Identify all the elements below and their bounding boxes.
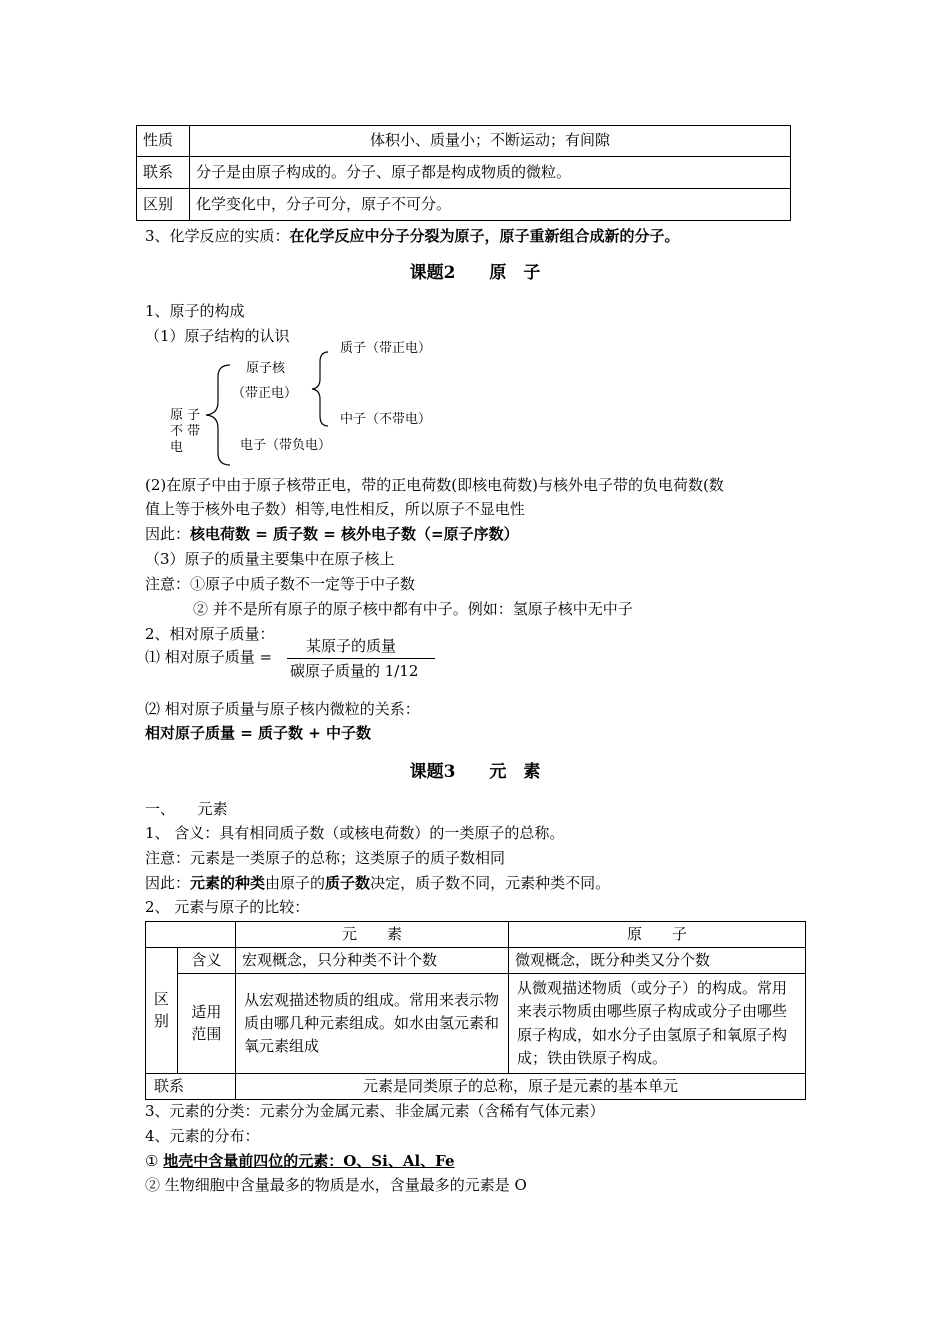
table-row <box>146 1074 806 1100</box>
element-atom-table <box>145 921 806 1100</box>
diagram-nucleus: 原子核 <box>246 361 286 376</box>
table-row <box>146 948 806 974</box>
therefore-c: 由原子的 <box>265 874 326 892</box>
fraction-line <box>287 658 435 659</box>
row-text: 体积小、质量小；不断运动；有间隙 <box>190 126 791 157</box>
meaning-atom: 微观概念，既分种类又分个数 <box>509 948 806 974</box>
atom-note2: ② 并不是所有原子的原子核中都有中子。例如：氢原子核中无中子 <box>193 600 633 618</box>
therefore-b: 元素的种类 <box>190 874 266 892</box>
diagram-root-line1: 原 子 <box>170 408 201 423</box>
element-therefore <box>145 874 610 893</box>
reaction-bold: 在化学反应中分子分裂为原子，原子重新组合成新的分子。 <box>289 227 680 245</box>
row-text: 分子是由原子构成的。分子、原子都是构成物质的微粒。 <box>190 157 791 189</box>
diagram-root-line3: 电 <box>170 440 184 455</box>
reaction-prefix: 3、化学反应的实质： <box>145 227 290 245</box>
atom-h1-1: （1）原子结构的认识 <box>145 327 290 345</box>
meaning-label: 含义 <box>177 948 235 974</box>
header-element: 元 素 <box>236 922 509 948</box>
meaning-element: 宏观概念，只分种类不计个数 <box>236 948 509 974</box>
header-empty <box>146 922 236 948</box>
inner-brace-icon <box>308 350 332 428</box>
therefore-a: 因此： <box>145 874 191 892</box>
scope-element: 从宏观描述物质的组成。常用来表示物质由哪几种元素组成。如水由氢元素和氧元素组成 <box>236 974 509 1074</box>
diagram-neutron: 中子（不带电） <box>340 412 432 427</box>
atom-p2-line1: (2)在原子中由于原子核带正电，带的正电荷数(即核电荷数)与核外电子带的负电荷数(数 <box>145 476 724 494</box>
atom-h2: 2、相对原子质量： <box>145 625 275 643</box>
diagram-nucleus-charge: （带正电） <box>232 386 298 401</box>
element-def: 1、 含义：具有相同质子数（或核电荷数）的一类原子的总称。 <box>145 824 565 842</box>
outer-brace-icon <box>200 362 240 468</box>
relation-text: ⑵ 相对原子质量与原子核内微粒的关系： <box>145 700 420 718</box>
row-label: 区别 <box>137 189 190 221</box>
header-atom: 原 子 <box>509 922 806 948</box>
topic2-title: 课题2 原 子 <box>409 263 541 283</box>
reaction-essence <box>145 227 680 246</box>
dist1-bold: 地壳中含量前四位的元素：O、Si、Al、Fe <box>163 1152 455 1170</box>
table-row <box>137 157 791 189</box>
atom-note1: 注意：①原子中质子数不一定等于中子数 <box>145 575 416 593</box>
diagram-root-line2: 不 带 <box>170 424 201 439</box>
therefore-e: 决定，质子数不同，元素种类不同。 <box>370 874 611 892</box>
element-h4: 4、元素的分布： <box>145 1127 260 1145</box>
scope-atom: 从微观描述物质（或分子）的构成。常用来表示物质由哪些原子构成或分子由哪些原子构成，如水分子由氢原子和氧原子构成；铁由铁原子构成。 <box>509 974 806 1074</box>
diff-label: 区别 <box>146 948 178 1074</box>
therefore-bold: 核电荷数 = 质子数 = 核外电子数（=原子序数） <box>190 525 519 543</box>
row-text: 化学变化中，分子可分，原子不可分。 <box>190 189 791 221</box>
element-h3: 3、元素的分类：元素分为金属元素、非金属元素（含稀有气体元素） <box>145 1102 605 1120</box>
relation-bold: 相对原子质量 = 质子数 + 中子数 <box>145 724 372 742</box>
topic3-title: 课题3 元 素 <box>409 762 541 782</box>
link-text: 元素是同类原子的总称，原子是元素的基本单元 <box>236 1074 806 1100</box>
row-label: 性质 <box>137 126 190 157</box>
dist1-marker: ① <box>145 1152 164 1170</box>
table-header-row <box>146 922 806 948</box>
therefore-prefix: 因此： <box>145 525 191 543</box>
atom-p3: （3）原子的质量主要集中在原子核上 <box>145 550 395 568</box>
element-dist2: ② 生物细胞中含量最多的物质是水，含量最多的元素是 O <box>145 1176 527 1194</box>
table-row <box>137 189 791 221</box>
therefore-d: 质子数 <box>325 874 371 892</box>
element-h2: 2、 元素与原子的比较： <box>145 898 310 916</box>
element-note: 注意：元素是一类原子的总称；这类原子的质子数相同 <box>145 849 506 867</box>
table-row <box>146 974 806 1074</box>
diagram-electron: 电子（带负电） <box>240 438 332 453</box>
atom-h1: 1、原子的构成 <box>145 302 245 320</box>
molecule-atom-table <box>136 125 791 221</box>
element-dist1 <box>145 1152 455 1171</box>
formula-denominator: 碳原子质量的 1/12 <box>290 662 419 680</box>
atom-p2-line2: 值上等于核外电子数）相等,电性相反，所以原子不显电性 <box>145 500 525 518</box>
atom-therefore <box>145 525 519 544</box>
scope-label: 适用范围 <box>177 974 235 1074</box>
element-h1: 一、 元素 <box>145 800 228 818</box>
diagram-proton: 质子（带正电） <box>340 341 432 356</box>
link-label: 联系 <box>146 1074 236 1100</box>
formula-numerator: 某原子的质量 <box>306 637 397 655</box>
table-row <box>137 126 791 157</box>
formula-label: ⑴ 相对原子质量 = <box>145 648 273 666</box>
row-label: 联系 <box>137 157 190 189</box>
